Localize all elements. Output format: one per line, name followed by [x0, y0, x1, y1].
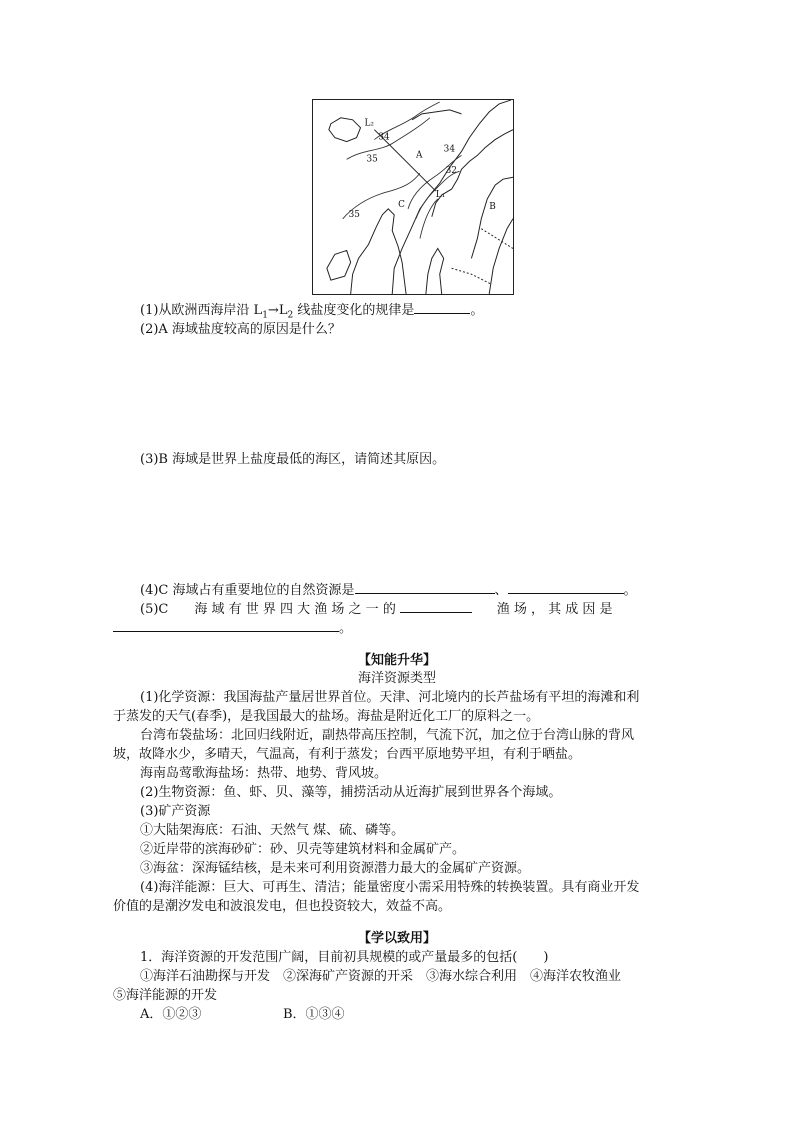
- exercise-1-items: ①海洋石油勘探与开发 ②深海矿产资源的开采 ③海水综合利用 ④海洋农牧渔业: [140, 969, 622, 984]
- paragraph-taiwan-1: 台湾布袋盐场：北回归线附近，副热带高压控制，气流下沉，加之位于台湾山脉的背风: [140, 728, 635, 743]
- label-l2: L₂: [364, 118, 374, 129]
- answer-blank[interactable]: [113, 619, 339, 632]
- paragraph-chemical-1: (1)化学资源：我国海盐产量居世界首位。天津、河北境内的长芦盐场有平坦的海滩和利: [140, 690, 640, 705]
- answer-blank[interactable]: [508, 581, 624, 594]
- question-2: (2)A 海域盐度较高的原因是什么？: [140, 322, 341, 337]
- answer-blank[interactable]: [400, 600, 472, 613]
- isohaline-34-inner: [408, 155, 461, 208]
- label-a: A: [415, 150, 423, 161]
- coastline-ireland: [327, 250, 351, 280]
- iso-label-34-top: 34: [378, 132, 390, 143]
- coastline-norway: [392, 100, 511, 294]
- label-b: B: [489, 201, 496, 212]
- paragraph-hainan: 海南岛莺歌海盐场：热带、地势、背风坡。: [140, 766, 388, 781]
- iso-label-35-bottom: 35: [348, 209, 360, 220]
- paragraph-mineral: (3)矿产资源: [140, 804, 211, 819]
- paragraph-shelf: ①大陆架海底：石油、天然气 煤、硫、磷等。: [140, 823, 405, 838]
- question-1: (1)从欧洲西海岸沿 $L_1\to L_2$ 线盐度变化的规律是 。: [140, 303, 484, 321]
- coastline-sweden: [432, 130, 513, 217]
- option-a[interactable]: A．①②③: [140, 1007, 202, 1022]
- salinity-map-figure: [312, 99, 514, 295]
- coastline-finland: [489, 219, 513, 294]
- answer-blank[interactable]: [355, 581, 495, 594]
- question-5-line1: (5)C 海 域 有 世 界 四 大 渔 场 之 一 的 渔 场 ， 其 成 因 是: [140, 602, 613, 617]
- exercise-1-stem: 1．海洋资源的开发范围广阔，目前初具规模的或产量最多的包括( ): [140, 950, 549, 965]
- border-2: [452, 268, 492, 284]
- paragraph-chemical-2: 于蒸发的天气(春季)，是我国最大的盐场。海盐是附近化工厂的原料之一。: [113, 709, 540, 724]
- paragraph-coastal: ②近岸带的滨海砂矿：砂、贝壳等建筑材料和金属矿产。: [140, 842, 466, 857]
- question-3: (3)B 海域是世界上盐度最低的海区，请简述其原因。: [140, 452, 446, 467]
- paragraph-taiwan-2: 坡，故降水少，多晴天，气温高，有利于蒸发；台西平原地势平坦，有利于晒盐。: [113, 747, 582, 762]
- answer-blank[interactable]: [414, 301, 470, 314]
- paragraph-energy-2: 价值的是潮汐发电和波浪发电，但也投资较大，效益不高。: [113, 899, 452, 914]
- option-b[interactable]: B．①③④: [283, 1007, 345, 1022]
- paragraph-energy-1: (4)海洋能源：巨大、可再生、清洁；能量密度小需采用特殊的转换装置。具有商业开发: [140, 880, 640, 895]
- iso-label-32: 32: [445, 166, 457, 177]
- coastline-britain: [348, 209, 406, 294]
- label-l1: L₁: [435, 190, 446, 200]
- question-4: (4)C 海域占有重要地位的自然资源是 、 。: [140, 583, 637, 598]
- section-heading-xueyi: 【学以致用】: [357, 931, 436, 946]
- salinity-map: [313, 100, 513, 294]
- section-subheading: 海洋资源类型: [357, 671, 436, 686]
- border-1: [481, 229, 513, 249]
- coastline-baltic: [471, 177, 513, 258]
- iso-label-34-right: 34: [443, 144, 456, 155]
- section-heading-zhineng: 【知能升华】: [357, 653, 436, 668]
- coastline-ne: [412, 110, 461, 120]
- iso-label-35-left: 35: [366, 154, 378, 165]
- exercise-1-items-cont: ⑤海洋能源的开发: [113, 988, 218, 1003]
- label-c: C: [398, 199, 405, 210]
- coastline-iceland: [329, 118, 361, 142]
- coastline-denmark: [426, 248, 444, 294]
- paragraph-biological: (2)生物资源：鱼、虾、贝、藻等，捕捞活动从近海扩展到世界各个海域。: [140, 785, 562, 800]
- paragraph-basin: ③海盆：深海锰结核，是未来可利用资源潜力最大的金属矿产资源。: [140, 861, 531, 876]
- question-5-line2: 。: [113, 619, 352, 637]
